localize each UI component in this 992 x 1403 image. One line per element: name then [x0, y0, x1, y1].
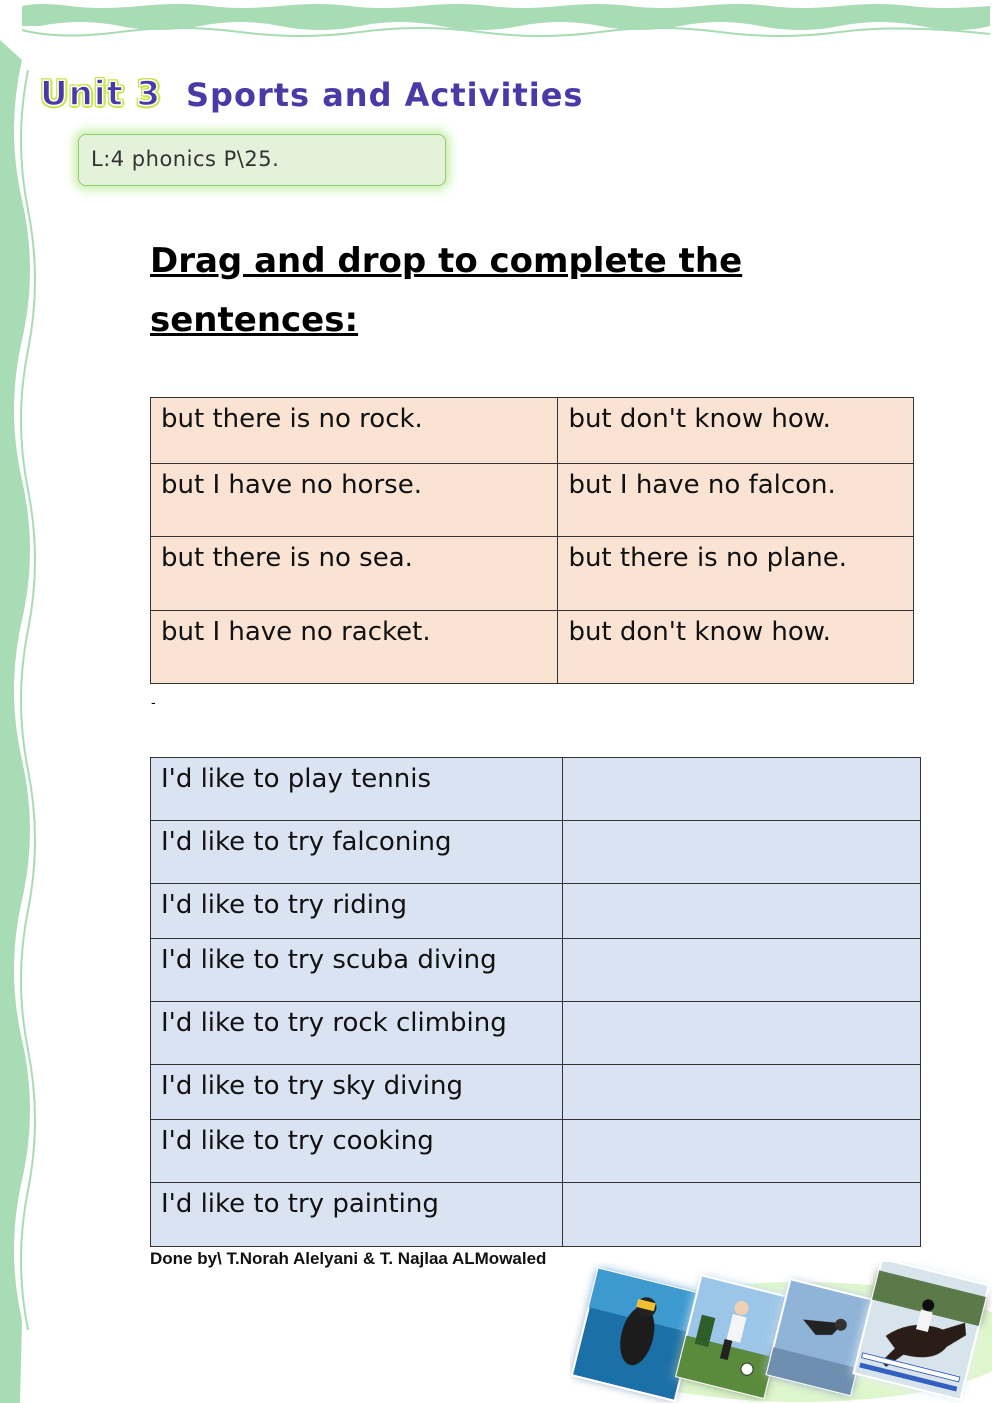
sentence-start: I'd like to try rock climbing [151, 1002, 563, 1065]
table-row [151, 884, 921, 939]
left-wave-border [0, 40, 40, 1403]
drop-zone[interactable] [562, 1120, 920, 1183]
table-row [151, 611, 914, 684]
sentence-start: I'd like to try riding [151, 884, 563, 939]
sentence-table [150, 757, 921, 1247]
drop-zone[interactable] [562, 884, 920, 939]
sentence-start: I'd like to try painting [151, 1183, 563, 1247]
table-row [151, 1002, 921, 1065]
table-row [151, 758, 921, 821]
drag-item[interactable]: but don't know how. [558, 398, 914, 464]
drop-zone[interactable] [562, 1002, 920, 1065]
sentence-start: I'd like to try scuba diving [151, 939, 563, 1002]
lesson-box [78, 134, 446, 186]
endings-table [150, 397, 914, 684]
drag-item[interactable]: but there is no rock. [151, 398, 558, 464]
drop-zone[interactable] [562, 821, 920, 884]
sentence-start: I'd like to try cooking [151, 1120, 563, 1183]
instruction-line-2: sentences: [150, 300, 359, 340]
instruction-line-1: Drag and drop to complete the [150, 241, 743, 281]
drag-item[interactable]: but I have no falcon. [558, 464, 914, 537]
table-row [151, 537, 914, 611]
stray-mark: - [151, 694, 156, 710]
table-row [151, 1183, 921, 1247]
drag-item[interactable]: but I have no horse. [151, 464, 558, 537]
drop-zone[interactable] [562, 1183, 920, 1247]
unit-badge: Unit 3 [40, 74, 162, 114]
sentence-start: I'd like to try falconing [151, 821, 563, 884]
unit-title: Sports and Activities [186, 76, 584, 114]
instruction-heading [150, 232, 750, 350]
drop-zone[interactable] [562, 1065, 920, 1120]
table-row [151, 939, 921, 1002]
table-row [151, 821, 921, 884]
table-row [151, 1065, 921, 1120]
drop-zone[interactable] [562, 939, 920, 1002]
top-wave-border [0, 0, 992, 48]
credit-line: Done by\ T.Norah Alelyani & T. Najlaa ALMowaled [150, 1249, 547, 1268]
sentence-start: I'd like to play tennis [151, 758, 563, 821]
drag-item[interactable]: but don't know how. [558, 611, 914, 684]
table-row [151, 1120, 921, 1183]
drag-item[interactable]: but there is no plane. [558, 537, 914, 611]
drag-item[interactable]: but there is no sea. [151, 537, 558, 611]
lesson-label: L:4 phonics P\25. [91, 147, 280, 171]
sentence-start: I'd like to try sky diving [151, 1065, 563, 1120]
sports-photos [570, 1262, 992, 1403]
drag-item[interactable]: but I have no racket. [151, 611, 558, 684]
table-row [151, 464, 914, 537]
drop-zone[interactable] [562, 758, 920, 821]
table-row [151, 398, 914, 464]
